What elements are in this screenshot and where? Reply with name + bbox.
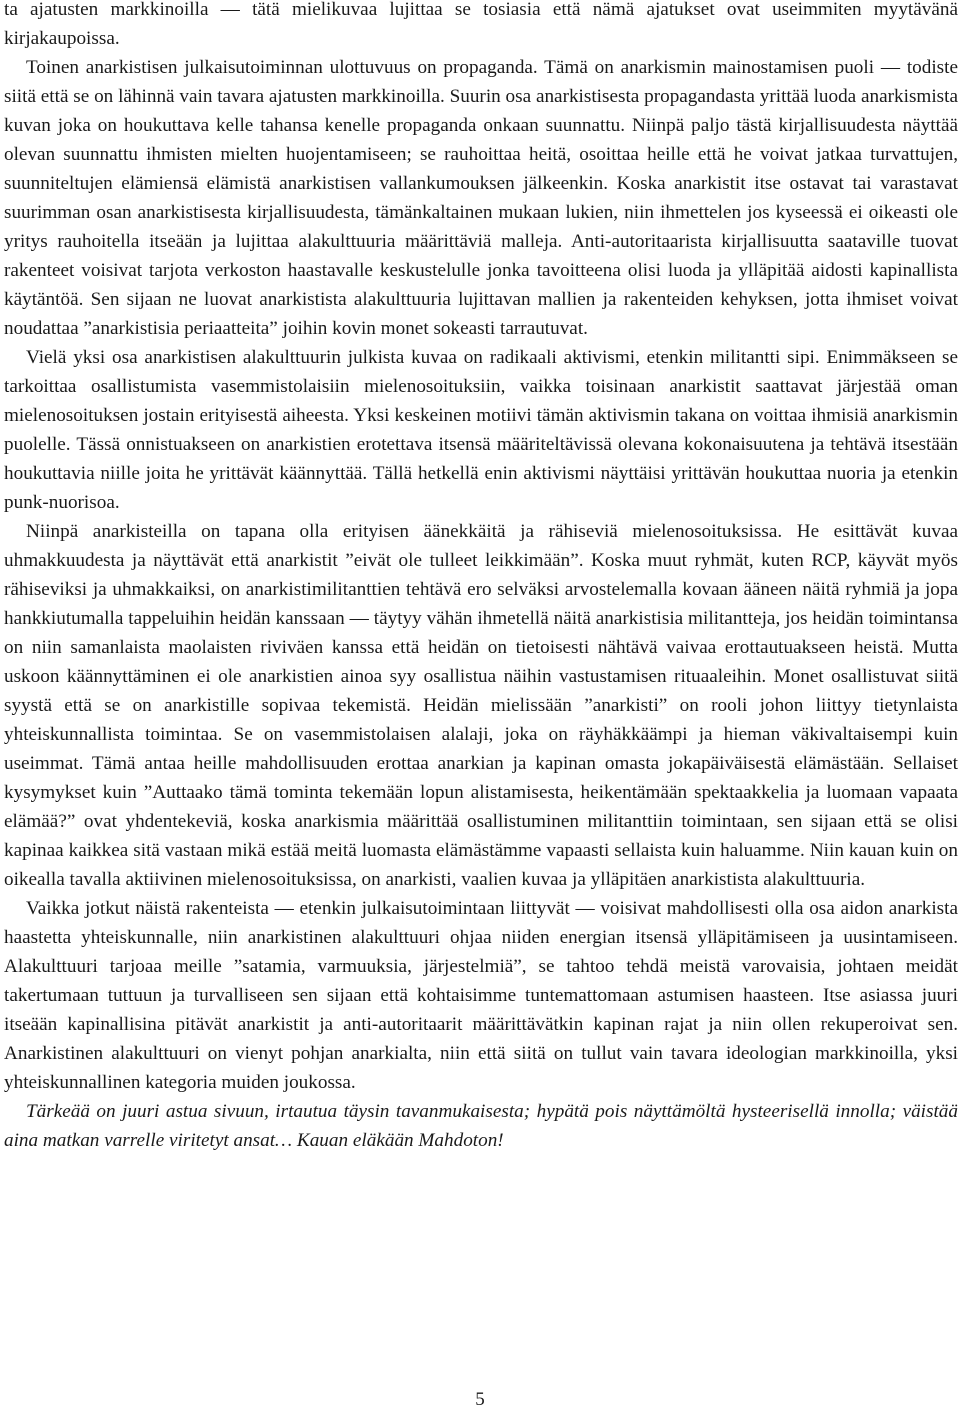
- body-text: [4, 0, 958, 1155]
- paragraph-demonstrations: Niinpä anarkisteilla on tapana olla erityisen äänekkäitä ja rähiseviä mielenosoituksissa. He esittävät kuvaa uhmakkuudesta ja näyttävät että anarkistit ”eivät ole tulleet leikkimään”. Koska muut ryhmät, kuten RCP, käyvät myös rähiseviksi ja uhmakkaiksi, on anarkistimilitanttien tehtävä ero selväksi arvostelemalla kovaan ääneen näitä ryhmiä ja jopa hankkiutumalla tappeluihin heidän kanssaan ― täytyy vähän ihmetellä näitä anarkistisia militantteja, jos heidän toimintansa on niin samanlaista maolaisten riviväen kanssa että heidän on tietoisesti nähtävä vaivaa erottautuakseen heistä. Mutta uskoon käännyttäminen ei ole anarkistien ainoa syy osallistua näihin vastustamisen rituaaleihin. Monet osallistuvat siitä syystä että se on anarkistille sopivaa tekemistä. Heidän mielissään ”anarkisti” on rooli johon liittyy tietynlaista yhteiskunnallista toimintaa. Se on vasemmistolaisen alalaji, joka on räyhäkkäämpi ja hieman väkivaltaisempi kuin useimmat. Tämä antaa heille mahdollisuuden erottaa anarkian ja kapinan omasta jokapäiväisestä elämästään. Sellaiset kysymykset kuin ”Auttaako tämä tominta tekemään lopun alistamisesta, heikentämään spektaakkelia ja luomaan vapaata elämää?” ovat yhdentekeviä, koska anarkismia määrittää osallistuminen militanttiin toimintaan, sen sijaan että se olisi kapinaa kaikkea sitä vastaan mikä estää meitä luomasta elämästämme vapaasti sellaista kuin haluamme. Niin kauan kuin on oikealla tavalla aktiivinen mielenosoituksissa, on anarkisti, vaalien kuvaa ja ylläpitäen anarkistista alakulttuuria.: [4, 521, 958, 890]
- paragraph-activism: Vielä yksi osa anarkistisen alakulttuurin julkista kuvaa on radikaali aktivismi, etenkin militantti sipi. Enimmäkseen se tarkoittaa osallistumista vasemmistolaisiin mielenosoituksiin, vaikka toisinaan anarkistit saattavat järjestää oman mielenosoituksen jostain erityisestä aiheesta. Yksi keskeinen motiivi tämän aktivismin takana on voittaa ihmisiä anarkismin puolelle. Tässä onnistuakseen on anarkistien erotettava itsensä määriteltävissä olevana kokonaisuutena ja tehtävä itsestään houkuttavia niille joita he yrittävät käännyttää. Tällä hetkellä enin aktivismi näyttäisi yrittävän houkuttaa nuoria ja etenkin punk-nuorisoa.: [4, 347, 958, 513]
- paragraph-structures: Vaikka jotkut näistä rakenteista ― etenkin julkaisutoimintaan liittyvät ― voisivat mahdollisesti olla osa aidon anarkista haastetta yhteiskunnalle, niin anarkistinen alakulttuuri ohjaa niiden energian itsensä ylläpitämiseen ja uusintamiseen. Alakulttuuri tarjoaa meille ”satamia, varmuuksia, järjestelmiä”, se tahtoo tehdä meistä varovaisia, johtaen meidät takertumaan tuttuun ja turvalliseen sen sijaan että kohtaisimme tuntemattomaan astumisen haasteen. Itse asiassa juuri itseään kapinallisina pitävät anarkistit ja anti-autoritaarit määrittävätkin kapinan rajat ja niin ollen rekuperoivat sen. Anarkistinen alakulttuuri on vienyt pohjan anarkialta, niin että siitä on tullut vain tavara ideologian markkinoilla, yksi yhteiskunnallinen kategoria muiden joukossa.: [4, 898, 958, 1093]
- paragraph-propaganda: Toinen anarkistisen julkaisutoiminnan ulottuvuus on propaganda. Tämä on anarkismin mainostamisen puoli ― todiste siitä että se on lähinnä vain tavara ajatusten markkinoilla. Suurin osa anarkistisesta propagandasta yrittää luoda anarkismista kuvan joka on houkuttava kelle tahansa kenelle propaganda onkaan suunnattu. Niinpä paljo tästä kirjallisuudesta näyttää olevan suunnattu ihmisten mielten huojentamiseen; se rauhoittaa heitä, osoittaa heille että he voivat jatkaa turvattujen, suunniteltujen elämiensä elämistä anarkistisen vallankumouksen jälkeenkin. Koska anarkistit itse ostavat tai varastavat suurimman osan anarkistisesta kirjallisuudesta, tämänkaltainen mukaan lukien, niin ihmettelen jos kyseessä ei oikeasti ole yritys rauhoitella itseään ja lujittaa alakulttuuria määrittäviä malleja. Anti-autoritaarista kirjallisuutta saataville tuovat rakenteet voisivat tarjota verkoston haastavalle keskustelulle jonka tavoitteena olisi luoda ja ylläpitää aidosti kapinallista käytäntöä. Sen sijaan ne luovat anarkistista alakulttuuria lujittavan mallien ja rakenteiden kehyksen, jotta ihmiset voivat noudattaa ”anarkistisia periaatteita” joihin kovin monet sokeasti tarrautuvat.: [4, 57, 958, 339]
- page-number: 5: [475, 1389, 485, 1410]
- paragraph-continuation: ta ajatusten markkinoilla ― tätä mielikuvaa lujittaa se tosiasia että nämä ajatukset ovat useimmiten myytävänä kirjakaupoissa.: [4, 0, 958, 49]
- paragraph-closing-quote: Tärkeää on juuri astua sivuun, irtautua täysin tavanmukaisesta; hypätä pois näyttämöltä hysteerisellä innolla; väistää aina matkan varrelle viritetyt ansat… Kauan eläkään Mahdoton!: [4, 1101, 958, 1151]
